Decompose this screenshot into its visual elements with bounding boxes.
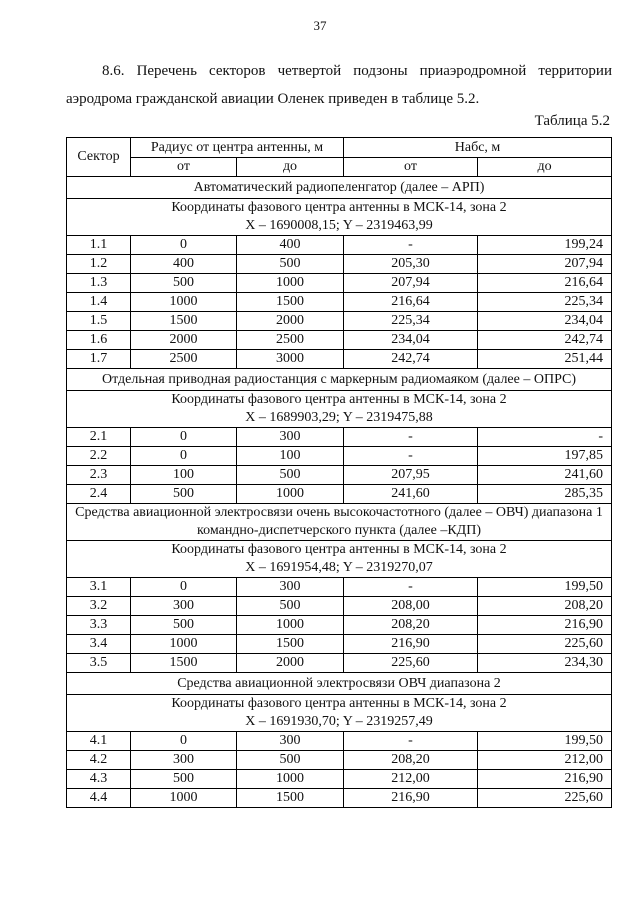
coordinates-cell: [67, 199, 612, 236]
cell-habs-to: 208,20: [478, 597, 612, 616]
coordinates-row: [67, 199, 612, 236]
cell-habs-from: -: [344, 447, 478, 466]
cell-habs-to: 285,35: [478, 485, 612, 504]
cell-radius-to: 500: [237, 597, 344, 616]
coordinates-values: X – 1691954,48; Y – 2319270,07: [245, 560, 433, 575]
cell-habs-to: -: [478, 428, 612, 447]
cell-radius-from: 0: [131, 447, 237, 466]
cell-radius-from: 0: [131, 236, 237, 255]
table-row: [67, 770, 612, 789]
cell-radius-to: 1500: [237, 635, 344, 654]
cell-radius-from: 1000: [131, 293, 237, 312]
cell-habs-to: 212,00: [478, 751, 612, 770]
group-title: Средства авиационной электросвязи ОВЧ диапазона 2: [67, 673, 612, 695]
coordinates-title: Координаты фазового центра антенны в МСК-14, зона 2: [171, 542, 507, 557]
group-title-row: [67, 673, 612, 695]
cell-sector: 1.7: [67, 350, 131, 369]
cell-radius-to: 300: [237, 428, 344, 447]
cell-radius-to: 1000: [237, 616, 344, 635]
cell-habs-to: 241,60: [478, 466, 612, 485]
coordinates-cell: [67, 541, 612, 578]
cell-sector: 2.4: [67, 485, 131, 504]
cell-habs-to: 197,85: [478, 447, 612, 466]
cell-habs-to: 199,24: [478, 236, 612, 255]
cell-sector: 1.6: [67, 331, 131, 350]
table-row: [67, 331, 612, 350]
cell-sector: 4.3: [67, 770, 131, 789]
cell-habs-from: 234,04: [344, 331, 478, 350]
table-row: [67, 654, 612, 673]
cell-sector: 2.1: [67, 428, 131, 447]
coordinates-values: X – 1689903,29; Y – 2319475,88: [245, 410, 433, 425]
group-title: Отдельная приводная радиостанция с маркерным радиомаяком (далее – ОПРС): [67, 369, 612, 391]
cell-sector: 4.4: [67, 789, 131, 808]
cell-radius-from: 0: [131, 578, 237, 597]
cell-radius-from: 0: [131, 428, 237, 447]
cell-radius-to: 2000: [237, 312, 344, 331]
table-row: [67, 274, 612, 293]
cell-radius-from: 2500: [131, 350, 237, 369]
table-row: [67, 293, 612, 312]
cell-habs-from: 216,90: [344, 789, 478, 808]
coordinates-row: [67, 541, 612, 578]
cell-habs-from: 216,90: [344, 635, 478, 654]
cell-habs-to: 234,04: [478, 312, 612, 331]
cell-radius-to: 2500: [237, 331, 344, 350]
cell-habs-to: 225,60: [478, 635, 612, 654]
coordinates-title: Координаты фазового центра антенны в МСК-14, зона 2: [171, 200, 507, 215]
cell-sector: 1.4: [67, 293, 131, 312]
cell-habs-to: 199,50: [478, 732, 612, 751]
header-habs-from: от: [344, 158, 478, 177]
cell-radius-to: 1000: [237, 485, 344, 504]
cell-radius-from: 1500: [131, 654, 237, 673]
cell-radius-from: 1000: [131, 635, 237, 654]
cell-sector: 4.1: [67, 732, 131, 751]
group-title-row: [67, 177, 612, 199]
table-row: [67, 350, 612, 369]
intro-paragraph: 8.6. Перечень секторов четвертой подзоны приаэродромной территории аэродрома гражданской авиации Оленек приведен в таблице 5.2.: [66, 63, 612, 107]
cell-habs-from: 208,00: [344, 597, 478, 616]
table-row: [67, 578, 612, 597]
cell-habs-to: 216,64: [478, 274, 612, 293]
group-title: Автоматический радиопеленгатор (далее – АРП): [67, 177, 612, 199]
cell-habs-from: 216,64: [344, 293, 478, 312]
cell-radius-from: 2000: [131, 331, 237, 350]
cell-habs-to: 225,60: [478, 789, 612, 808]
table-row: [67, 312, 612, 331]
cell-radius-from: 500: [131, 616, 237, 635]
cell-habs-to: 234,30: [478, 654, 612, 673]
cell-habs-from: 207,95: [344, 466, 478, 485]
cell-radius-to: 3000: [237, 350, 344, 369]
table-row: [67, 428, 612, 447]
cell-habs-from: 242,74: [344, 350, 478, 369]
cell-sector: 4.2: [67, 751, 131, 770]
coordinates-values: X – 1690008,15; Y – 2319463,99: [245, 218, 433, 233]
cell-habs-from: 208,20: [344, 616, 478, 635]
cell-radius-from: 1000: [131, 789, 237, 808]
coordinates-row: [67, 695, 612, 732]
table-row: [67, 751, 612, 770]
cell-habs-to: 242,74: [478, 331, 612, 350]
cell-sector: 1.1: [67, 236, 131, 255]
cell-habs-to: 199,50: [478, 578, 612, 597]
table-row: [67, 447, 612, 466]
cell-habs-from: -: [344, 236, 478, 255]
cell-radius-to: 300: [237, 578, 344, 597]
page-number: 37: [313, 18, 327, 33]
sectors-table: [66, 137, 612, 808]
cell-sector: 3.2: [67, 597, 131, 616]
cell-habs-from: 225,34: [344, 312, 478, 331]
cell-radius-to: 1500: [237, 293, 344, 312]
cell-radius-from: 500: [131, 770, 237, 789]
cell-sector: 2.3: [67, 466, 131, 485]
cell-radius-to: 1500: [237, 789, 344, 808]
coordinates-title: Координаты фазового центра антенны в МСК-14, зона 2: [171, 392, 507, 407]
table-body: [67, 177, 612, 808]
table-row: [67, 616, 612, 635]
cell-radius-to: 300: [237, 732, 344, 751]
header-habs-to: до: [478, 158, 612, 177]
cell-radius-to: 1000: [237, 770, 344, 789]
table-row: [67, 732, 612, 751]
table-row: [67, 255, 612, 274]
cell-sector: 1.3: [67, 274, 131, 293]
cell-habs-from: -: [344, 428, 478, 447]
cell-radius-from: 300: [131, 597, 237, 616]
cell-radius-from: 100: [131, 466, 237, 485]
table-caption: Таблица 5.2: [534, 113, 610, 129]
cell-sector: 3.5: [67, 654, 131, 673]
cell-radius-from: 500: [131, 274, 237, 293]
cell-habs-to: 207,94: [478, 255, 612, 274]
cell-radius-to: 500: [237, 751, 344, 770]
header-radius-from: от: [131, 158, 237, 177]
header-sector: Сектор: [67, 138, 131, 177]
cell-habs-from: 208,20: [344, 751, 478, 770]
cell-habs-from: 225,60: [344, 654, 478, 673]
cell-radius-to: 2000: [237, 654, 344, 673]
cell-radius-from: 0: [131, 732, 237, 751]
cell-sector: 2.2: [67, 447, 131, 466]
header-radius-to: до: [237, 158, 344, 177]
cell-habs-from: -: [344, 578, 478, 597]
cell-radius-to: 500: [237, 466, 344, 485]
cell-radius-from: 400: [131, 255, 237, 274]
cell-radius-to: 100: [237, 447, 344, 466]
table-row: [67, 466, 612, 485]
cell-habs-to: 216,90: [478, 770, 612, 789]
cell-radius-from: 300: [131, 751, 237, 770]
cell-habs-from: 212,00: [344, 770, 478, 789]
cell-radius-from: 1500: [131, 312, 237, 331]
table-row: [67, 635, 612, 654]
group-title: Средства авиационной электросвязи очень высокочастотного (далее – ОВЧ) диапазона 1 командно-диспетчерского пункта (далее –КДП): [67, 504, 612, 541]
coordinates-cell: [67, 695, 612, 732]
cell-habs-from: -: [344, 732, 478, 751]
cell-habs-from: 241,60: [344, 485, 478, 504]
group-title-row: [67, 504, 612, 541]
cell-sector: 1.2: [67, 255, 131, 274]
cell-habs-from: 207,94: [344, 274, 478, 293]
group-title-row: [67, 369, 612, 391]
cell-habs-from: 205,30: [344, 255, 478, 274]
table-row: [67, 236, 612, 255]
cell-sector: 3.3: [67, 616, 131, 635]
cell-radius-from: 500: [131, 485, 237, 504]
cell-habs-to: 251,44: [478, 350, 612, 369]
cell-sector: 1.5: [67, 312, 131, 331]
cell-sector: 3.4: [67, 635, 131, 654]
cell-radius-to: 500: [237, 255, 344, 274]
table-row: [67, 789, 612, 808]
cell-radius-to: 1000: [237, 274, 344, 293]
coordinates-title: Координаты фазового центра антенны в МСК-14, зона 2: [171, 696, 507, 711]
cell-radius-to: 400: [237, 236, 344, 255]
coordinates-cell: [67, 391, 612, 428]
coordinates-row: [67, 391, 612, 428]
cell-habs-to: 225,34: [478, 293, 612, 312]
table-row: [67, 597, 612, 616]
cell-habs-to: 216,90: [478, 616, 612, 635]
header-radius: Радиус от центра антенны, м: [131, 138, 344, 158]
coordinates-values: X – 1691930,70; Y – 2319257,49: [245, 714, 433, 729]
table-row: [67, 485, 612, 504]
cell-sector: 3.1: [67, 578, 131, 597]
header-habs: Набс, м: [344, 138, 612, 158]
